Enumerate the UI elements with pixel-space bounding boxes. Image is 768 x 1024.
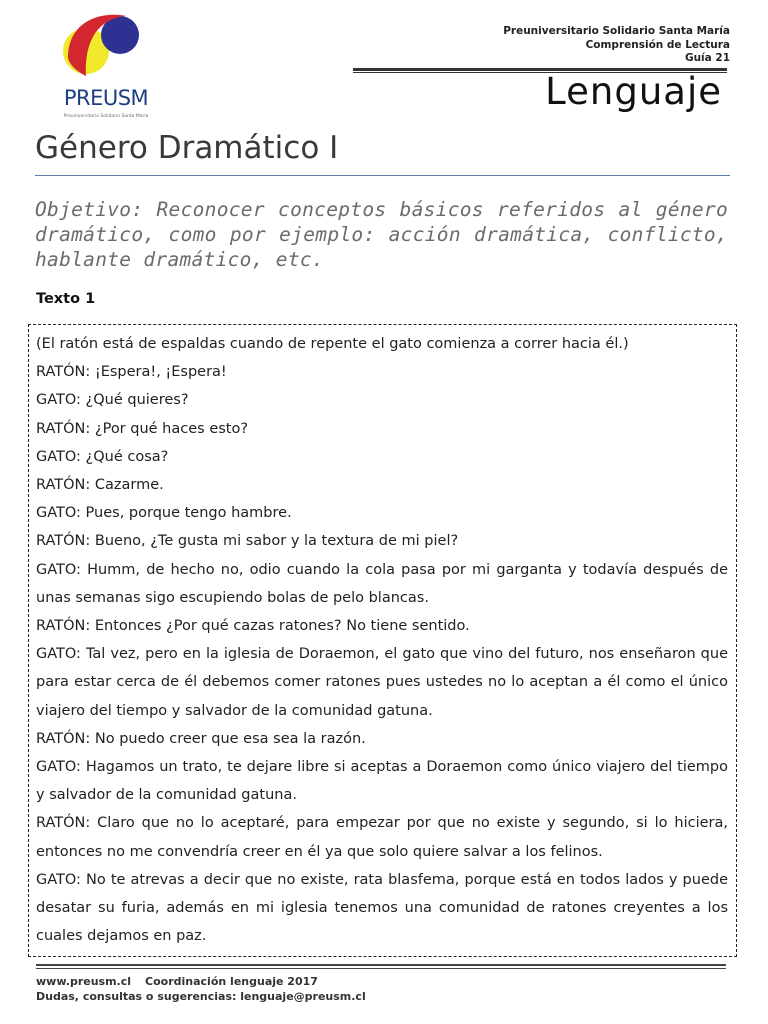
- website-link[interactable]: www.preusm.cl: [36, 975, 132, 988]
- preusm-logo: [50, 6, 160, 131]
- coordination-text: Coordinación lenguaje 2017: [145, 975, 318, 988]
- stage-direction: (El ratón está de espaldas cuando de repente el gato comienza a correr hacia él.): [36, 336, 629, 352]
- dialogue-line: GATO: Humm, de hecho no, odio cuando la cola pasa por mi garganta y todavía después de unas semanas sigo escupiendo bolas de pelo blancas.: [36, 561, 728, 606]
- dialogue-line: RATÓN: Cazarme.: [36, 477, 164, 494]
- dialogue-line: GATO: No te atrevas a decir que no existe, rata blasfema, porque está en todos lados y puede desatar su furia, además en mi iglesia tenemos una comunidad de ratones creyentes a los cuales dejamos en paz.: [36, 871, 728, 945]
- institution-name: Preuniversitario Solidario Santa María: [503, 25, 730, 37]
- logo-subtext: Preuniversitario Solidario Santa María: [63, 114, 149, 119]
- page-title: Género Dramático I: [35, 130, 339, 166]
- text-label: Texto 1: [36, 291, 96, 307]
- objective-text: Objetivo: Reconocer conceptos básicos referidos al género dramático, como por ejemplo: acción dramática, conflicto, hablante dramático, etc.: [35, 198, 728, 271]
- dialogue-line: GATO: Pues, porque tengo hambre.: [36, 505, 292, 522]
- footer-divider-thin: [36, 968, 726, 969]
- dialogue-box: [28, 324, 737, 957]
- logo-text: PREUSM: [63, 86, 149, 110]
- dialogue-line: RATÓN: Bueno, ¿Te gusta mi sabor y la textura de mi piel?: [36, 533, 459, 550]
- dialogue: [36, 330, 728, 950]
- guide-number: Guía 21: [684, 52, 730, 64]
- header-info: [503, 25, 730, 66]
- contact-text: Dudas, consultas o sugerencias: lenguaje@preusm.cl: [36, 989, 366, 1003]
- dialogue-line: RATÓN: ¿Por qué haces esto?: [36, 420, 249, 437]
- title-divider: [35, 175, 730, 176]
- dialogue-line: GATO: Hagamos un trato, te dejare libre si aceptas a Doraemon como único viajero del tiempo y salvador de la comunidad gatuna.: [36, 759, 728, 804]
- section-title: Lenguaje: [545, 70, 722, 113]
- dialogue-line: GATO: ¿Qué cosa?: [36, 448, 169, 465]
- course-name: Comprensión de Lectura: [585, 38, 730, 51]
- dialogue-line: RATÓN: ¡Espera!, ¡Espera!: [36, 364, 227, 381]
- dialogue-line: RATÓN: Claro que no lo aceptaré, para empezar por que no existe y segundo, si lo hiciera, entonces no me convendría creer en él ya que solo quiere salvar a los felinos.: [36, 815, 728, 860]
- dialogue-line: GATO: Tal vez, pero en la iglesia de Doraemon, el gato que vino del futuro, nos enseñaron que para estar cerca de él debemos comer ratones pues ustedes no lo aceptan a él como el único viajero del tiempo y salvador de la comunidad gatuna.: [36, 646, 728, 719]
- dialogue-line: RATÓN: No puedo creer que esa sea la razón.: [36, 730, 366, 747]
- footer-divider: [36, 964, 726, 966]
- footer: [36, 975, 366, 1004]
- dialogue-line: RATÓN: Entonces ¿Por qué cazas ratones? No tiene sentido.: [36, 618, 470, 635]
- dialogue-line: GATO: ¿Qué quieres?: [36, 392, 189, 409]
- logo-emblem-icon: [56, 6, 156, 86]
